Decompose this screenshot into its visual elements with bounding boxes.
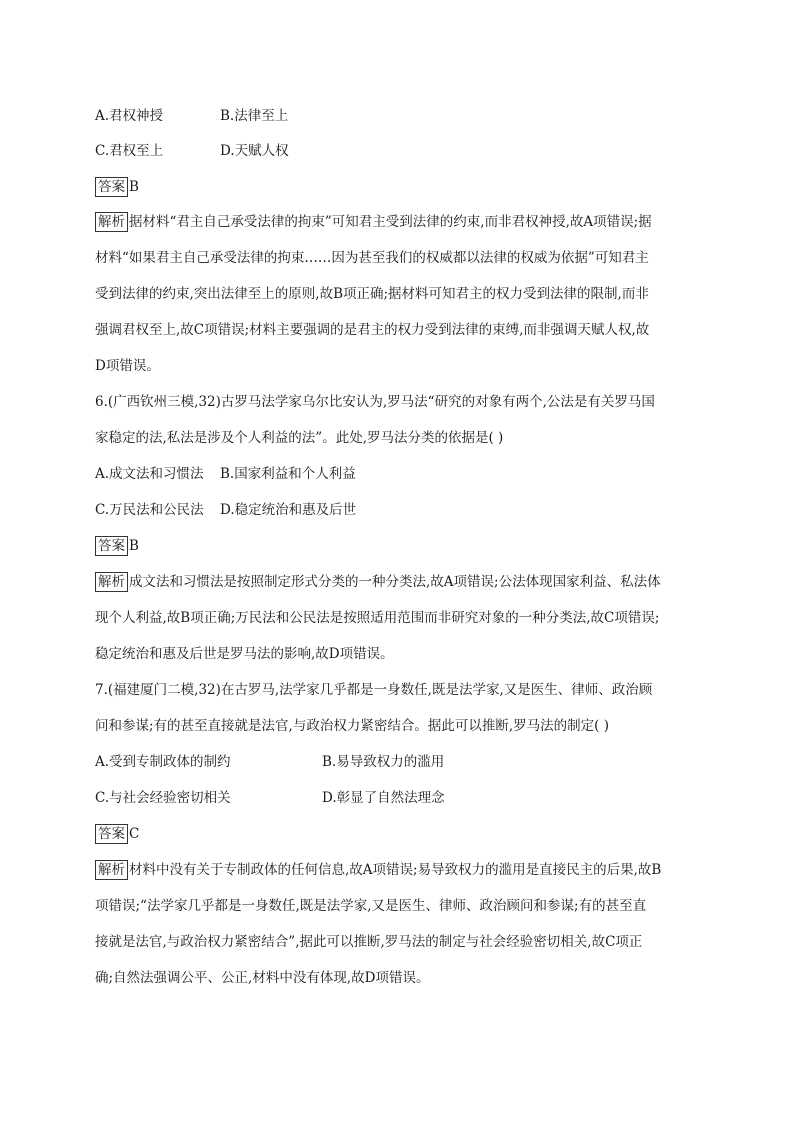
q5-option-b: B.法律至上: [220, 108, 289, 124]
q6-option-b: B.国家利益和个人利益: [220, 466, 356, 482]
q7-option-a: A.受到专制政体的制约: [95, 754, 231, 770]
q7-answer: [95, 824, 139, 844]
q5-option-a: A.君权神授: [95, 108, 164, 124]
q5-option-c: C.君权至上: [95, 143, 164, 159]
q5-option-d: D.天赋人权: [220, 143, 289, 159]
answer-value: B: [129, 179, 139, 195]
q6-answer: [95, 536, 139, 556]
q7-option-b: B.易导致权力的滥用: [322, 754, 445, 770]
answer-tag: 答案: [95, 824, 128, 844]
q6-option-c: C.万民法和公民法: [95, 502, 204, 518]
q6-stem-line-2: 家稳定的法,私法是涉及个人利益的法”。此处,罗马法分类的依据是( ): [95, 430, 504, 446]
q6-analysis-line-2: 现个人利益,故B项正确;万民法和公民法是按照适用范围而非研究对象的一种分类法,故C项错误;: [95, 610, 660, 626]
q5-analysis-line-4: 强调君权至上,故C项错误;材料主要强调的是君主的权力受到法律的束缚,而非强调天赋人权,故: [95, 322, 650, 338]
analysis-tag: 解析: [95, 572, 128, 592]
q7-stem-line-1: 7.(福建厦门二模,32)在古罗马,法学家几乎都是一身数任,既是法学家,又是医生、律师、政治顾: [95, 682, 653, 698]
q5-analysis-line-2: 材料“如果君主自己承受法律的拘束……因为甚至我们的权威都以法律的权威为依据”可知君主: [95, 250, 649, 266]
answer-tag: 答案: [95, 177, 128, 197]
q7-analysis-line-2: 项错误;“法学家几乎都是一身数任,既是法学家,又是医生、律师、政治顾问和参谋;有的甚至直: [95, 898, 647, 914]
q7-option-c: C.与社会经验密切相关: [95, 790, 231, 806]
q6-analysis-line-1: 解析 成文法和习惯法是按照制定形式分类的一种分类法,故A项错误;公法体现国家利益、私法体: [95, 572, 661, 592]
q7-stem-line-2: 问和参谋;有的甚至直接就是法官,与政治权力紧密结合。据此可以推断,罗马法的制定( ): [95, 718, 609, 734]
q6-stem-line-1: 6.(广西钦州三模,32)古罗马法学家乌尔比安认为,罗马法“研究的对象有两个,公法是有关罗马国: [95, 394, 655, 410]
q7-analysis-line-4: 确;自然法强调公平、公正,材料中没有体现,故D项错误。: [95, 970, 430, 986]
q5-answer: [95, 177, 139, 197]
q6-analysis-line-3: 稳定统治和惠及后世是罗马法的影响,故D项错误。: [95, 646, 394, 662]
q6-option-a: A.成文法和习惯法: [95, 466, 204, 482]
q5-analysis-line-1: 解析 据材料“君主自己承受法律的拘束”可知君主受到法律的约束,而非君权神授,故A项错误;据: [95, 212, 652, 232]
q5-analysis-line-5: D项错误。: [95, 358, 160, 374]
answer-value: B: [129, 538, 139, 554]
q6-option-d: D.稳定统治和惠及后世: [220, 502, 357, 518]
q7-analysis-line-1: 解析 材料中没有关于专制政体的任何信息,故A项错误;易导致权力的滥用是直接民主的后果,故B: [95, 860, 661, 880]
analysis-tag: 解析: [95, 212, 128, 232]
analysis-tag: 解析: [95, 860, 128, 880]
q7-option-d: D.彰显了自然法理念: [322, 790, 445, 806]
answer-value: C: [129, 826, 140, 842]
answer-tag: 答案: [95, 536, 128, 556]
q7-analysis-line-3: 接就是法官,与政治权力紧密结合”,据此可以推断,罗马法的制定与社会经验密切相关,故C项正: [95, 934, 643, 950]
q5-analysis-line-3: 受到法律的约束,突出法律至上的原则,故B项正确;据材料可知君主的权力受到法律的限制,而非: [95, 286, 649, 302]
